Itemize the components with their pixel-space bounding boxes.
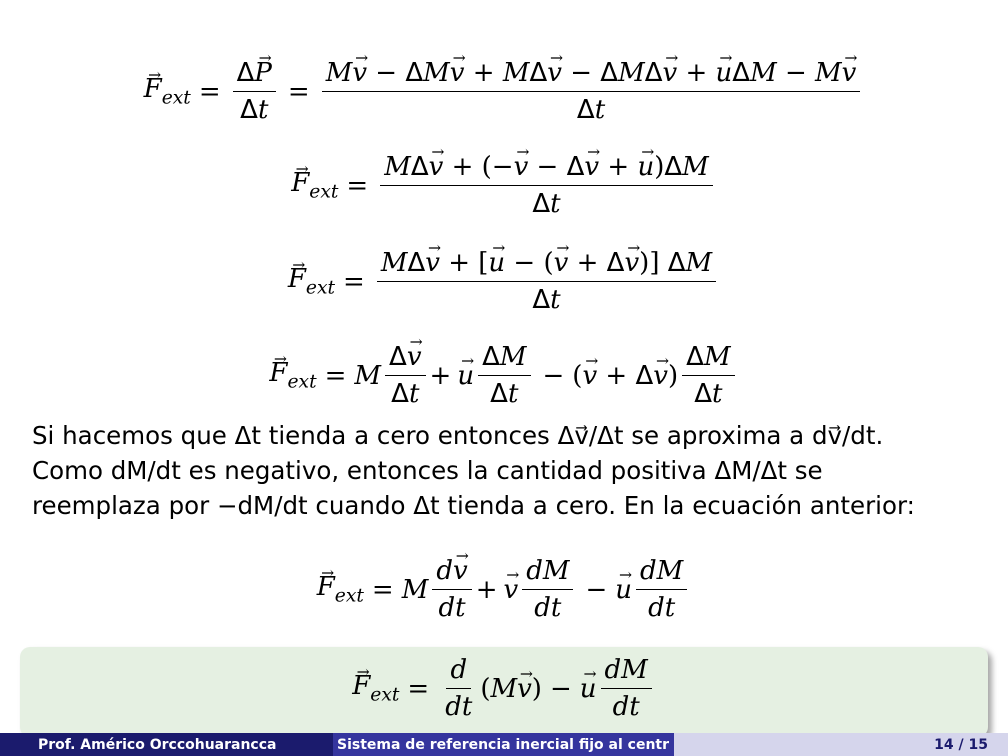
paragraph-line-2: Como dM/dt es negativo, entonces la cantidad positiva ΔM/Δt se (32, 456, 823, 485)
footer-author[interactable]: Prof. Américo Orccohuarancca (0, 733, 333, 756)
equation-4: $F \to_{ext}$ = M $\frac{\Delta v \to}{\Delta t}$ + u → $\frac{\Delta M}{\Delta t}$ − (v → + Δv →) $\frac{\Delta M}{\Delta t}$ (0, 342, 1008, 409)
footer-page-number[interactable]: 14 / 15 (674, 733, 1008, 756)
footer-bar (0, 733, 1008, 756)
equation-result: $F \to_{ext}$ = $\frac{d}{dt}$ (Mv →) − u → $\frac{dM}{dt}$ (20, 655, 988, 722)
equation-1: $F \to_{ext}$ = $\frac{\Delta P \to}{\Delta t}$ = $\frac{\text{Mv → − ΔMv → + MΔv → − ΔMΔv → + u →ΔM − Mv →}}{\Delta t}$ (0, 58, 1008, 125)
result-block (20, 647, 988, 737)
explanation-paragraph (32, 418, 982, 523)
equation-5: $F \to_{ext}$ = M $\frac{dv \to}{dt}$ + v → $\frac{dM}{dt}$ − u → $\frac{dM}{dt}$ (0, 556, 1008, 623)
footer-title[interactable]: Sistema de referencia inercial fijo al centr (333, 733, 674, 756)
equation-3: $F \to_{ext}$ = $\frac{\text{MΔv → + [u → − (v → + Δv →)] ΔM}}{\Delta t}$ (0, 248, 1008, 315)
paragraph-line-1: Si hacemos que Δt tienda a cero entonces Δv⃗/Δt se aproxima a dv⃗/dt. (32, 421, 884, 450)
equation-2: $F \to_{ext}$ = $\frac{\text{MΔv → + (−v → − Δv → + u →)ΔM}}{\Delta t}$ (0, 152, 1008, 219)
paragraph-line-3: reemplaza por −dM/dt cuando Δt tienda a cero. En la ecuación anterior: (32, 491, 915, 520)
